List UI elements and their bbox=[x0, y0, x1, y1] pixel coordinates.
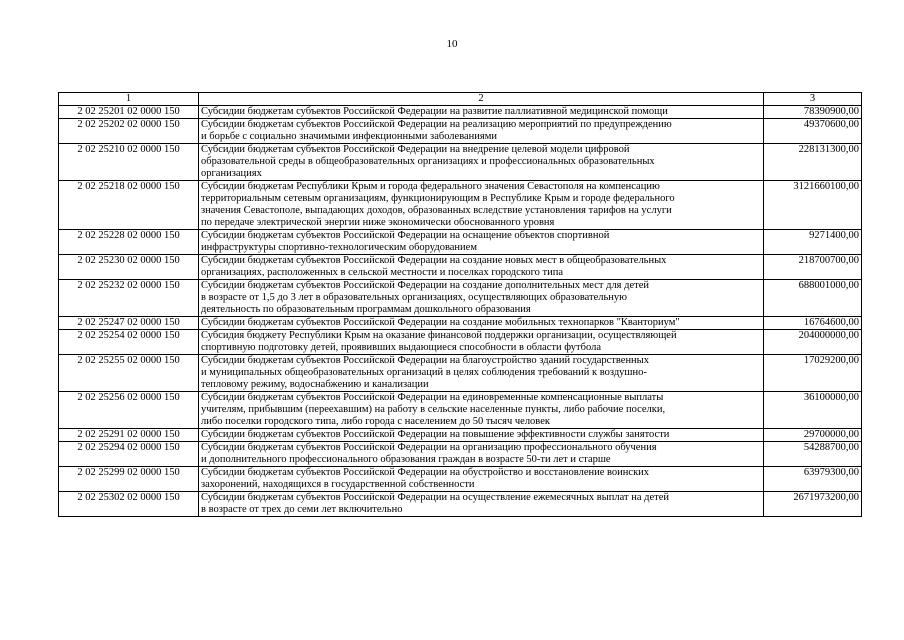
budget-code: 2 02 25291 02 0000 150 bbox=[59, 429, 199, 442]
description-line: организациях bbox=[201, 168, 262, 179]
table-row bbox=[59, 442, 862, 467]
description-line: территориальным сетевым организациям, функционирующим в Республике Крым и городе федерального bbox=[201, 193, 675, 204]
table-row bbox=[59, 144, 862, 181]
budget-code: 2 02 25210 02 0000 150 bbox=[59, 144, 199, 181]
table-row bbox=[59, 467, 862, 492]
budget-code: 2 02 25218 02 0000 150 bbox=[59, 181, 199, 230]
table-body bbox=[59, 93, 862, 517]
description-line: Субсидии бюджетам субъектов Российской Федерации на создание мобильных технопарков "Кванториум" bbox=[201, 317, 680, 328]
budget-code: 2 02 25228 02 0000 150 bbox=[59, 230, 199, 255]
column-header-row bbox=[59, 93, 862, 106]
description-line: захоронений, находящихся в государственной собственности bbox=[201, 479, 475, 490]
amount-value: 36100000,00 bbox=[764, 392, 862, 429]
amount-value: 63979300,00 bbox=[764, 467, 862, 492]
revenue-description bbox=[199, 255, 764, 280]
amount-value: 17029200,00 bbox=[764, 355, 862, 392]
table-row bbox=[59, 392, 862, 429]
description-line: Субсидии бюджетам субъектов Российской Федерации на создание новых мест в общеобразовательных bbox=[201, 255, 667, 266]
revenue-description bbox=[199, 330, 764, 355]
amount-value: 9271400,00 bbox=[764, 230, 862, 255]
budget-code: 2 02 25302 02 0000 150 bbox=[59, 492, 199, 517]
revenue-description bbox=[199, 144, 764, 181]
amount-value: 688001000,00 bbox=[764, 280, 862, 317]
budget-code: 2 02 25256 02 0000 150 bbox=[59, 392, 199, 429]
description-line: Субсидии бюджетам субъектов Российской Федерации на внедрение целевой модели цифровой bbox=[201, 144, 630, 155]
budget-code: 2 02 25255 02 0000 150 bbox=[59, 355, 199, 392]
description-line: Субсидии бюджетам субъектов Российской Федерации на осуществление ежемесячных выплат на детей bbox=[201, 492, 669, 503]
table-row bbox=[59, 119, 862, 144]
description-line: Субсидии бюджетам субъектов Российской Федерации на обустройство и восстановление воинских bbox=[201, 467, 650, 478]
description-line: деятельность по образовательным программам дошкольного образования bbox=[201, 304, 531, 315]
amount-value: 29700000,00 bbox=[764, 429, 862, 442]
description-line: Субсидии бюджетам субъектов Российской Федерации на благоустройство зданий государственных bbox=[201, 355, 649, 366]
description-line: Субсидия бюджету Республики Крым на оказание финансовой поддержки организации, осуществляющей bbox=[201, 330, 677, 341]
description-line: Субсидии бюджетам субъектов Российской Федерации на единовременные компенсационные выплаты bbox=[201, 392, 664, 403]
description-line: инфраструктуры спортивно-технологическим оборудованием bbox=[201, 242, 477, 253]
amount-value: 49370600,00 bbox=[764, 119, 862, 144]
budget-code: 2 02 25230 02 0000 150 bbox=[59, 255, 199, 280]
description-line: по передаче электрической энергии ниже экономически обоснованного уровня bbox=[201, 217, 555, 228]
amount-value: 3121660100,00 bbox=[764, 181, 862, 230]
table-row bbox=[59, 429, 862, 442]
budget-code: 2 02 25299 02 0000 150 bbox=[59, 467, 199, 492]
table-row bbox=[59, 230, 862, 255]
table-row bbox=[59, 255, 862, 280]
revenue-description bbox=[199, 230, 764, 255]
column-header-description: 2 bbox=[199, 93, 764, 106]
description-line: либо поселки городского типа, либо города с населением до 50 тысяч человек bbox=[201, 416, 550, 427]
revenue-description bbox=[199, 392, 764, 429]
table-row bbox=[59, 317, 862, 330]
amount-value: 78390900,00 bbox=[764, 106, 862, 119]
column-header-amount: 3 bbox=[764, 93, 862, 106]
table-row bbox=[59, 181, 862, 230]
revenue-description bbox=[199, 355, 764, 392]
amount-value: 16764600,00 bbox=[764, 317, 862, 330]
description-line: тепловому режиму, водоснабжению и канализации bbox=[201, 379, 429, 390]
revenue-description bbox=[199, 492, 764, 517]
amount-value: 218700700,00 bbox=[764, 255, 862, 280]
budget-table bbox=[58, 92, 862, 517]
revenue-description bbox=[199, 429, 764, 442]
revenue-description bbox=[199, 181, 764, 230]
table-row bbox=[59, 106, 862, 119]
table-row bbox=[59, 280, 862, 317]
description-line: Субсидии бюджетам субъектов Российской Федерации на развитие паллиативной медицинской помощи bbox=[201, 106, 668, 117]
page-number: 10 bbox=[446, 38, 458, 50]
description-line: Субсидии бюджетам субъектов Российской Федерации на оснащение объектов спортивной bbox=[201, 230, 610, 241]
description-line: организациях, расположенных в сельской местности и поселках городского типа bbox=[201, 267, 564, 278]
description-line: учителям, прибывшим (переехавшим) на работу в сельские населенные пункты, либо рабочие поселки, bbox=[201, 404, 666, 415]
budget-code: 2 02 25202 02 0000 150 bbox=[59, 119, 199, 144]
budget-code: 2 02 25247 02 0000 150 bbox=[59, 317, 199, 330]
description-line: Субсидии бюджетам субъектов Российской Федерации на реализацию мероприятий по предупреждению bbox=[201, 119, 672, 130]
amount-value: 228131300,00 bbox=[764, 144, 862, 181]
budget-code: 2 02 25254 02 0000 150 bbox=[59, 330, 199, 355]
revenue-description bbox=[199, 280, 764, 317]
budget-code: 2 02 25232 02 0000 150 bbox=[59, 280, 199, 317]
description-line: в возрасте от 1,5 до 3 лет в образовательных организациях, осуществляющих образовательную bbox=[201, 292, 628, 303]
description-line: и дополнительного профессионального образования граждан в возрасте 50-ти лет и старше bbox=[201, 454, 611, 465]
table-row bbox=[59, 355, 862, 392]
budget-code: 2 02 25201 02 0000 150 bbox=[59, 106, 199, 119]
revenue-description bbox=[199, 467, 764, 492]
description-line: образовательной среды в общеобразовательных организациях и профессиональных образовательных bbox=[201, 156, 655, 167]
revenue-description bbox=[199, 317, 764, 330]
amount-value: 54288700,00 bbox=[764, 442, 862, 467]
revenue-description bbox=[199, 106, 764, 119]
description-line: значения Севастополе, выпадающих доходов, образованных вследствие установления тарифов на услуги bbox=[201, 205, 672, 216]
description-line: Субсидии бюджетам субъектов Российской Федерации на организацию профессионального обучения bbox=[201, 442, 657, 453]
table-row bbox=[59, 330, 862, 355]
description-line: и борьбе с социально значимыми инфекционными заболеваниями bbox=[201, 131, 498, 142]
description-line: в возрасте от трех до семи лет включительно bbox=[201, 504, 403, 515]
description-line: Субсидии бюджетам субъектов Российской Федерации на повышение эффективности службы занятости bbox=[201, 429, 670, 440]
description-line: и муниципальных общеобразовательных организаций в целях соблюдения требований к воздушно- bbox=[201, 367, 647, 378]
amount-value: 2671973200,00 bbox=[764, 492, 862, 517]
description-line: спортивную подготовку детей, проявивших выдающиеся способности в области футбола bbox=[201, 342, 601, 353]
budget-code: 2 02 25294 02 0000 150 bbox=[59, 442, 199, 467]
table-row bbox=[59, 492, 862, 517]
description-line: Субсидии бюджетам Республики Крым и города федерального значения Севастополя на компенсацию bbox=[201, 181, 660, 192]
amount-value: 204000000,00 bbox=[764, 330, 862, 355]
description-line: Субсидии бюджетам субъектов Российской Федерации на создание дополнительных мест для детей bbox=[201, 280, 650, 291]
revenue-description bbox=[199, 119, 764, 144]
column-header-code: 1 bbox=[59, 93, 199, 106]
revenue-description bbox=[199, 442, 764, 467]
